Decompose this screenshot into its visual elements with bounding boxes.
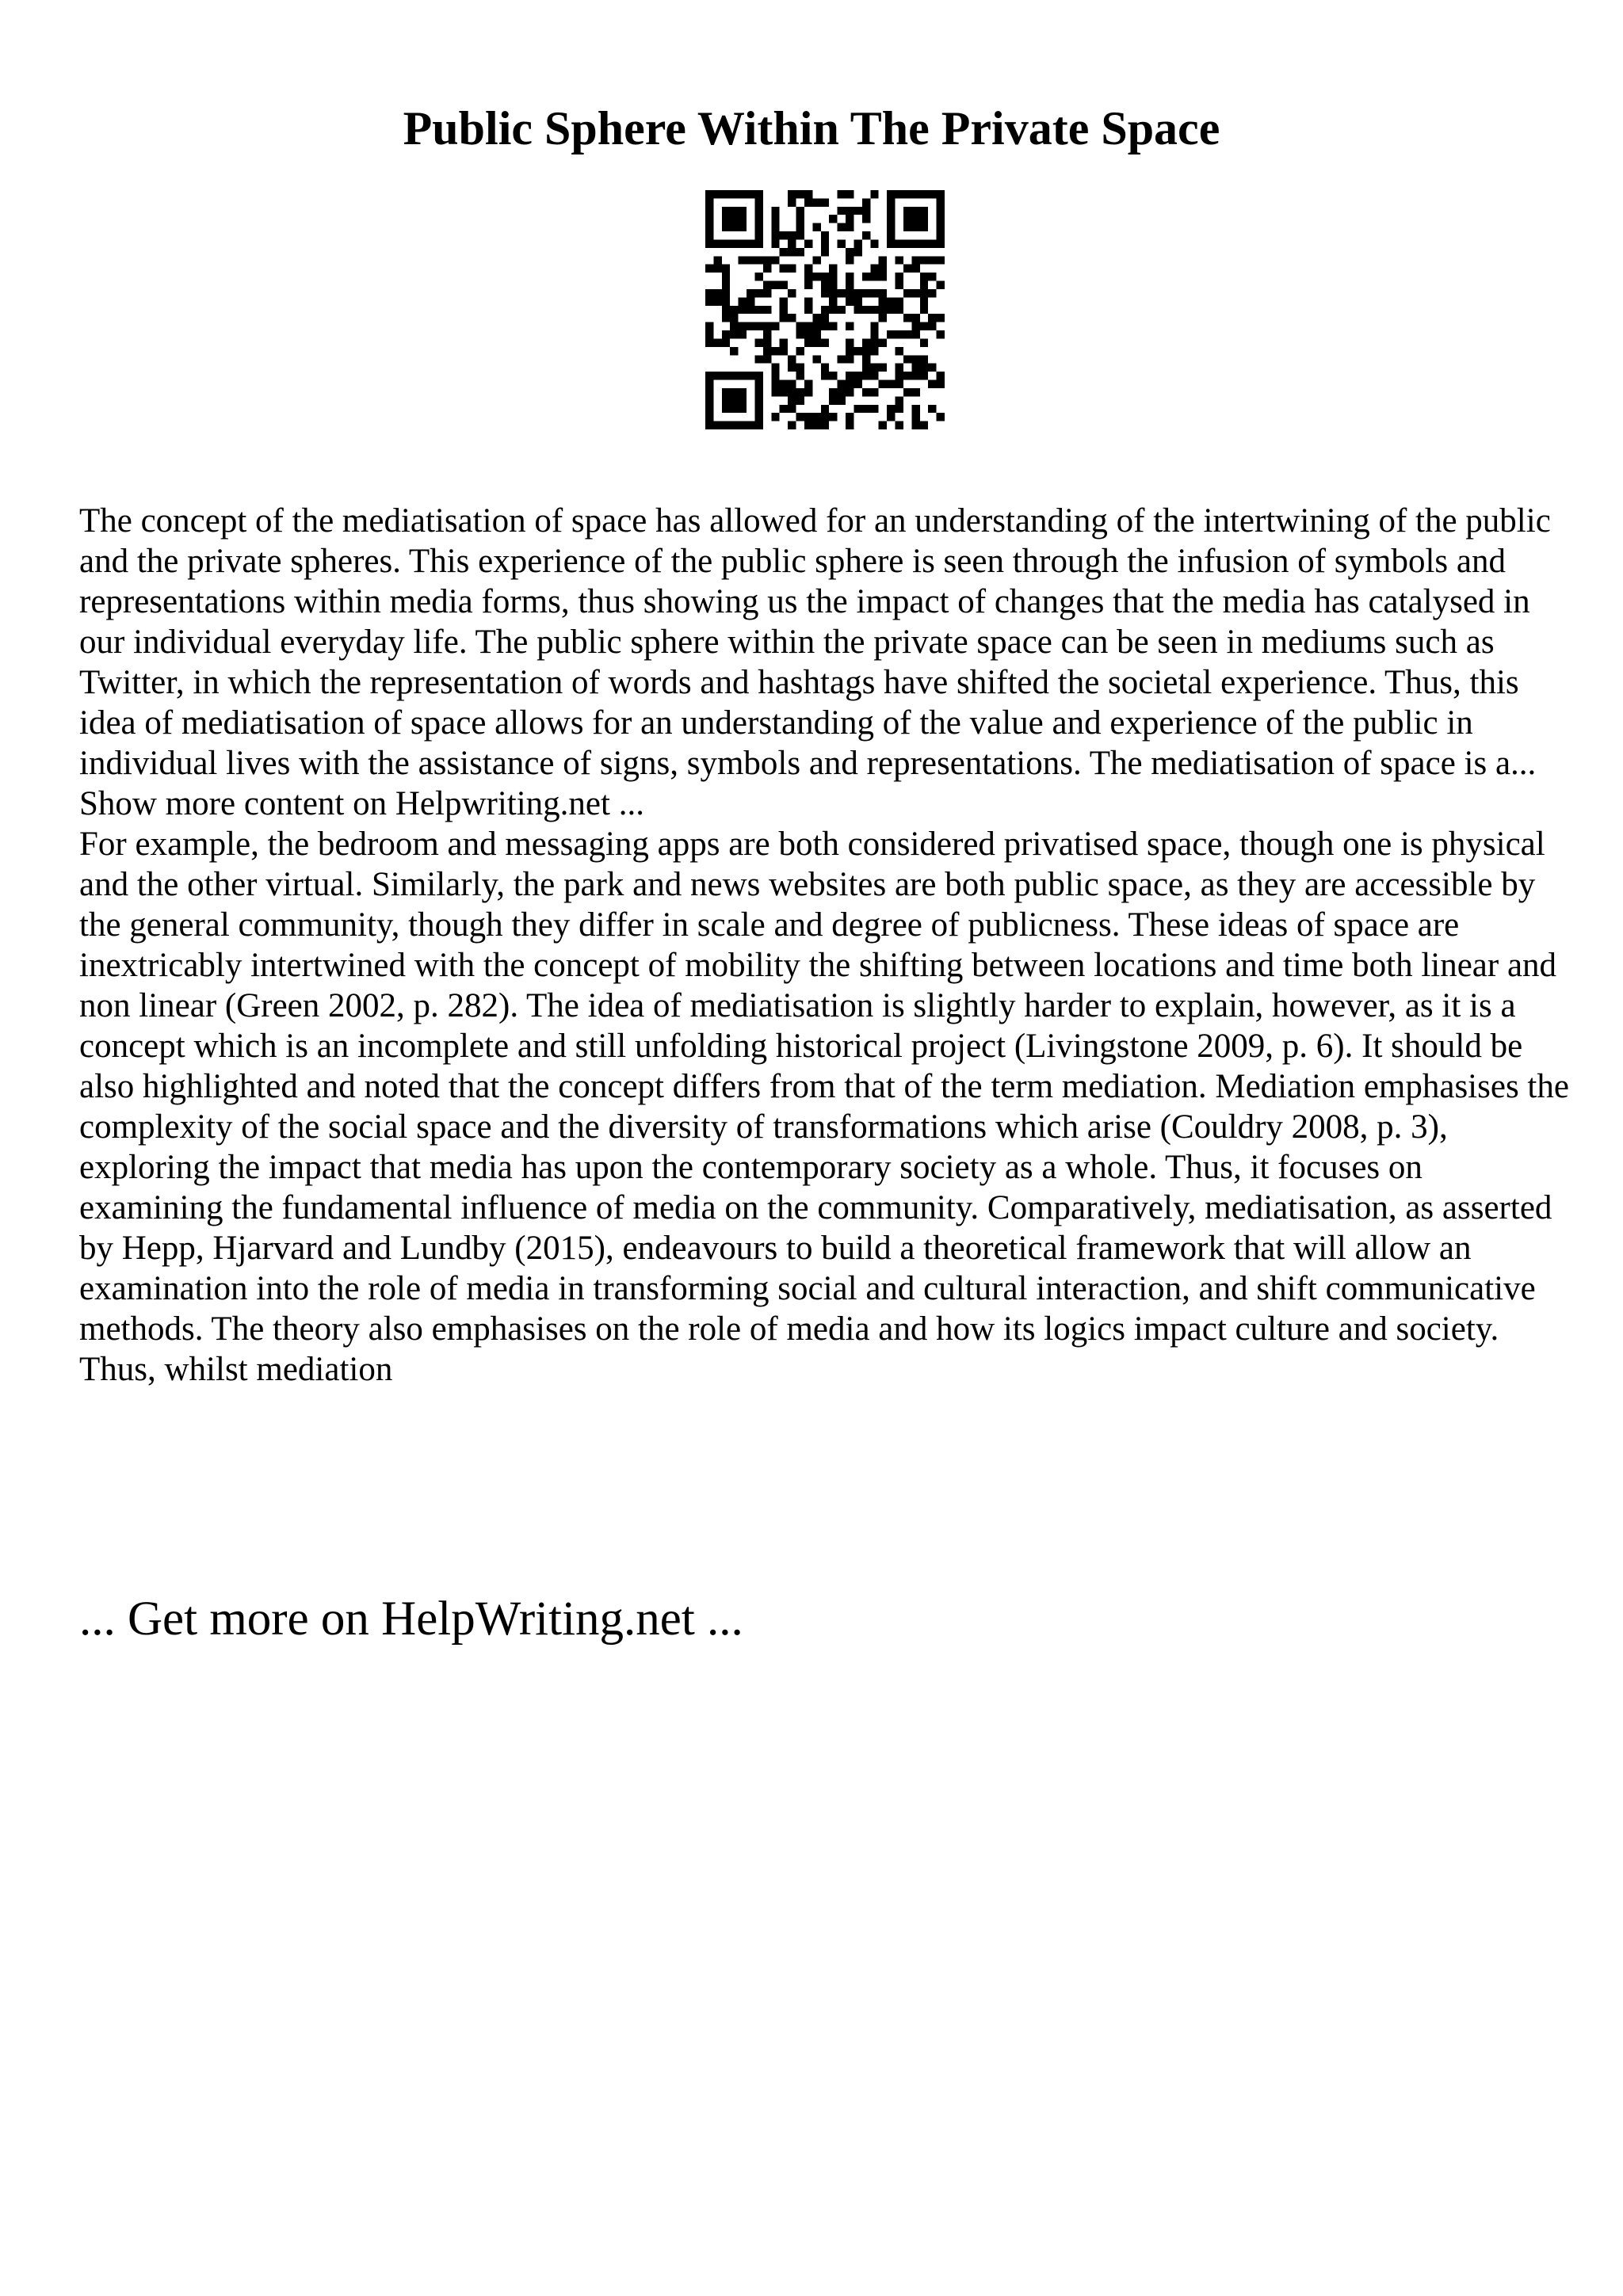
paragraph: The concept of the mediatisation of space has allowed for an understanding of the intertwining of the public and the private spheres. This experience of the public sphere is seen through the infusion of symbols and representations within media forms, thus showing us the impact of changes that the media has catalysed in our individual everyday life. The public sphere within the private space can be seen in mediums such as Twitter, in which the representation of words and hashtags have shifted the societal experience. Thus, this idea of mediatisation of space allows for an understanding of the value and experience of the public in individual lives with the assistance of signs, symbols and representations. The mediatisation of space is a... Show more content on Helpwriting.net ...: [79, 502, 1551, 822]
paragraph: For example, the bedroom and messaging apps are both considered privatised space, though one is physical and the other virtual. Similarly, the park and news websites are both public space, as they are accessible by the general community, though they differ in scale and degree of publicness. These ideas of space are inextricably intertwined with the concept of mobility the shifting between locations and time both linear and non linear (Green 2002, p. 282). The idea of mediatisation is slightly harder to explain, however, as it is a concept which is an incomplete and still unfolding historical project (Livingstone 2009, p. 6). It should be also highlighted and noted that the concept differs from that of the term mediation. Mediation emphasises the complexity of the social space and the diversity of transformations which arise (Couldry 2008, p. 3), exploring the impact that media has upon the contemporary society as a whole. Thus, it focuses on examining the fundamental influence of media on the community. Comparatively, mediatisation, as asserted by Hepp, Hjarvard and Lundby (2015), endeavours to build a theoretical framework that will allow an examination into the role of media in transforming social and cultural interaction, and shift communicative methods. The theory also emphasises on the role of media and how its logics impact culture and society. Thus, whilst mediation: [79, 826, 1569, 1388]
get-more-link[interactable]: ... Get more on HelpWriting.net ...: [79, 1592, 743, 1646]
qr-code-icon: [705, 190, 945, 429]
page-title: Public Sphere Within The Private Space: [403, 102, 1220, 154]
article-body: [79, 501, 1569, 1390]
